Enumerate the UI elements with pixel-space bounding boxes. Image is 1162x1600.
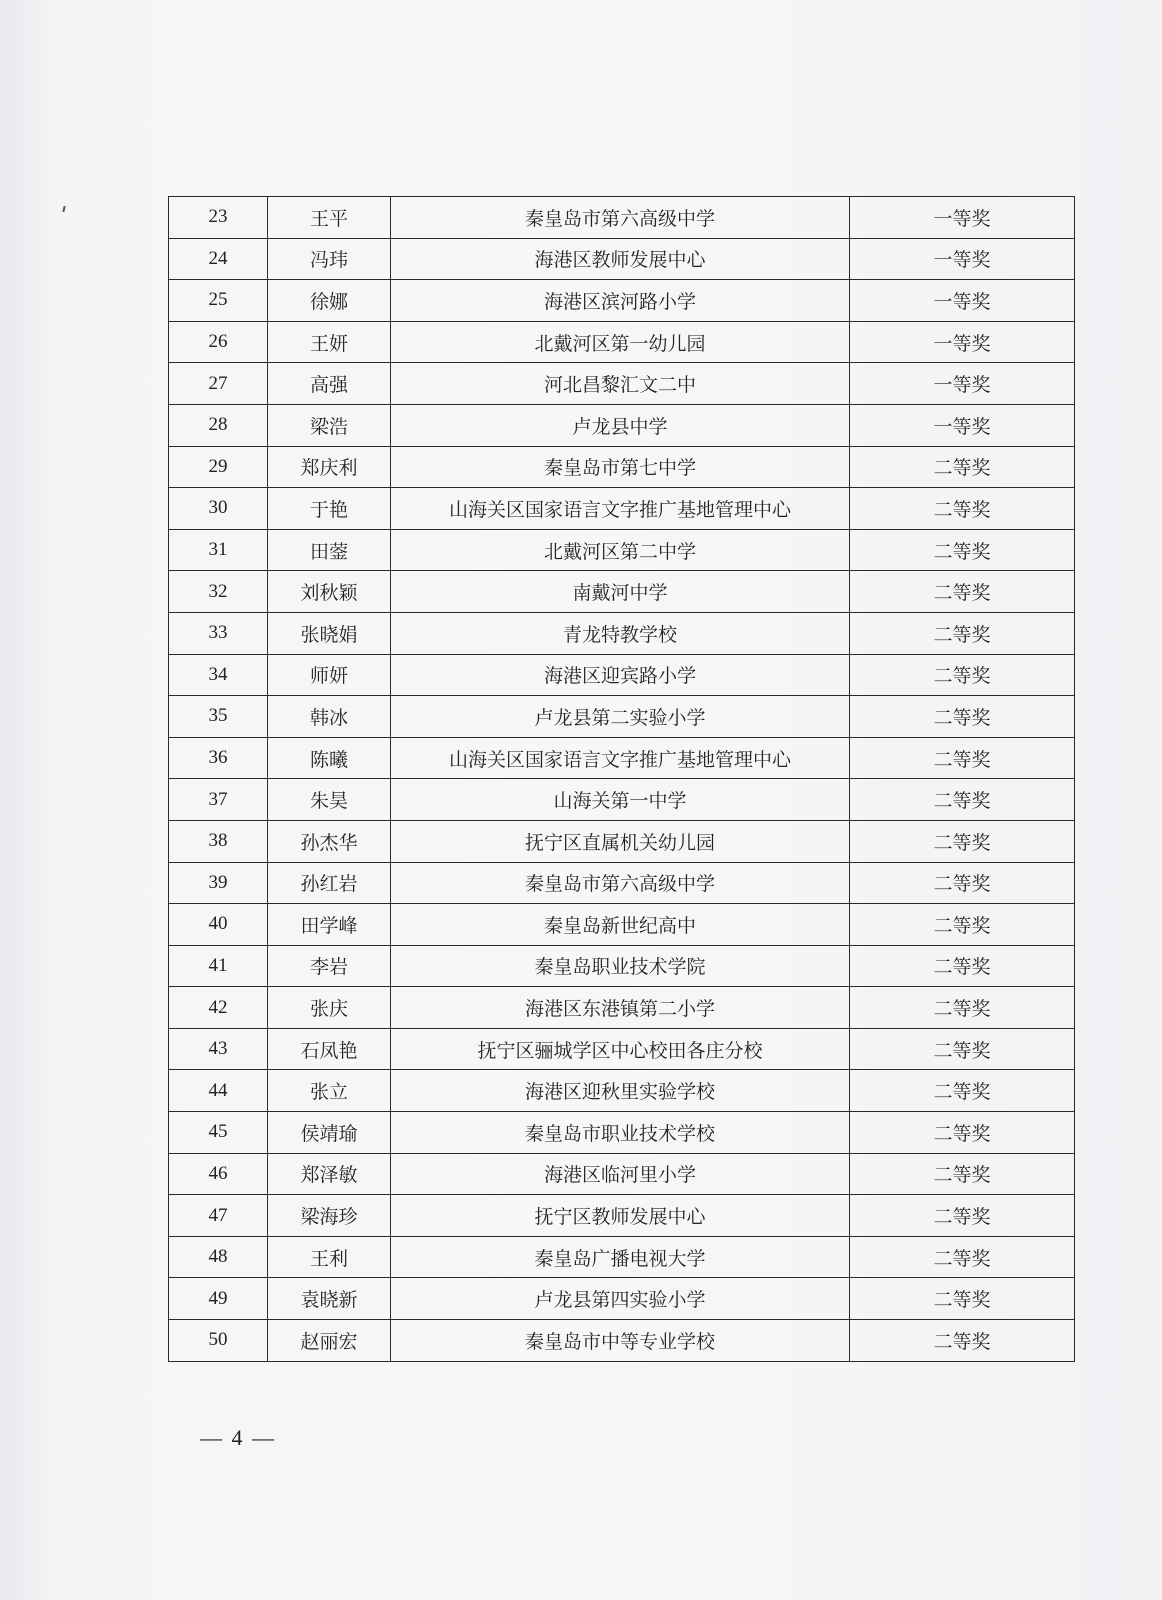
name-cell: 李岩 xyxy=(268,945,391,987)
page-number: — 4 — xyxy=(200,1425,276,1450)
row-number-cell: 46 xyxy=(169,1153,268,1195)
table-row xyxy=(169,529,1075,571)
award-table-container xyxy=(168,196,1070,1362)
award-cell: 二等奖 xyxy=(850,654,1075,696)
unit-cell: 海港区教师发展中心 xyxy=(391,238,850,280)
unit-cell: 河北昌黎汇文二中 xyxy=(391,363,850,405)
award-cell: 二等奖 xyxy=(850,987,1075,1029)
unit-cell: 秦皇岛职业技术学院 xyxy=(391,945,850,987)
name-cell: 王平 xyxy=(268,197,391,239)
name-cell: 张庆 xyxy=(268,987,391,1029)
table-row xyxy=(169,363,1075,405)
unit-cell: 海港区临河里小学 xyxy=(391,1153,850,1195)
row-number-cell: 35 xyxy=(169,696,268,738)
unit-cell: 秦皇岛市第六高级中学 xyxy=(391,197,850,239)
row-number-cell: 27 xyxy=(169,363,268,405)
award-table-body xyxy=(169,197,1075,1362)
row-number-cell: 29 xyxy=(169,446,268,488)
row-number-cell: 43 xyxy=(169,1028,268,1070)
table-row xyxy=(169,654,1075,696)
table-row xyxy=(169,404,1075,446)
award-cell: 二等奖 xyxy=(850,1278,1075,1320)
table-row xyxy=(169,862,1075,904)
row-number-cell: 26 xyxy=(169,321,268,363)
table-row xyxy=(169,1112,1075,1154)
table-row xyxy=(169,779,1075,821)
row-number-cell: 28 xyxy=(169,404,268,446)
award-cell: 二等奖 xyxy=(850,1070,1075,1112)
name-cell: 朱昊 xyxy=(268,779,391,821)
name-cell: 韩冰 xyxy=(268,696,391,738)
table-row xyxy=(169,737,1075,779)
table-row xyxy=(169,321,1075,363)
row-number-cell: 23 xyxy=(169,197,268,239)
unit-cell: 秦皇岛市第七中学 xyxy=(391,446,850,488)
unit-cell: 山海关区国家语言文字推广基地管理中心 xyxy=(391,737,850,779)
name-cell: 张晓娟 xyxy=(268,612,391,654)
award-cell: 二等奖 xyxy=(850,779,1075,821)
name-cell: 侯靖瑜 xyxy=(268,1112,391,1154)
award-cell: 二等奖 xyxy=(850,1112,1075,1154)
table-row xyxy=(169,1278,1075,1320)
unit-cell: 抚宁区直属机关幼儿园 xyxy=(391,820,850,862)
row-number-cell: 50 xyxy=(169,1320,268,1362)
award-cell: 一等奖 xyxy=(850,238,1075,280)
name-cell: 师妍 xyxy=(268,654,391,696)
table-row xyxy=(169,1153,1075,1195)
award-cell: 二等奖 xyxy=(850,1195,1075,1237)
table-row xyxy=(169,446,1075,488)
unit-cell: 秦皇岛市中等专业学校 xyxy=(391,1320,850,1362)
table-row xyxy=(169,1028,1075,1070)
table-row xyxy=(169,696,1075,738)
table-row xyxy=(169,1195,1075,1237)
scan-speck xyxy=(62,206,65,212)
award-cell: 二等奖 xyxy=(850,529,1075,571)
name-cell: 高强 xyxy=(268,363,391,405)
unit-cell: 山海关区国家语言文字推广基地管理中心 xyxy=(391,488,850,530)
row-number-cell: 32 xyxy=(169,571,268,613)
table-row xyxy=(169,1236,1075,1278)
award-table xyxy=(168,196,1075,1362)
table-row xyxy=(169,904,1075,946)
award-cell: 一等奖 xyxy=(850,280,1075,322)
unit-cell: 海港区迎秋里实验学校 xyxy=(391,1070,850,1112)
name-cell: 田蓥 xyxy=(268,529,391,571)
name-cell: 梁浩 xyxy=(268,404,391,446)
table-row xyxy=(169,987,1075,1029)
award-cell: 二等奖 xyxy=(850,820,1075,862)
unit-cell: 秦皇岛市职业技术学校 xyxy=(391,1112,850,1154)
name-cell: 冯玮 xyxy=(268,238,391,280)
row-number-cell: 45 xyxy=(169,1112,268,1154)
award-cell: 二等奖 xyxy=(850,945,1075,987)
name-cell: 孙红岩 xyxy=(268,862,391,904)
award-cell: 二等奖 xyxy=(850,1320,1075,1362)
unit-cell: 山海关第一中学 xyxy=(391,779,850,821)
row-number-cell: 47 xyxy=(169,1195,268,1237)
row-number-cell: 30 xyxy=(169,488,268,530)
table-row xyxy=(169,612,1075,654)
row-number-cell: 41 xyxy=(169,945,268,987)
unit-cell: 南戴河中学 xyxy=(391,571,850,613)
name-cell: 陈曦 xyxy=(268,737,391,779)
row-number-cell: 37 xyxy=(169,779,268,821)
award-cell: 二等奖 xyxy=(850,488,1075,530)
unit-cell: 海港区滨河路小学 xyxy=(391,280,850,322)
unit-cell: 抚宁区教师发展中心 xyxy=(391,1195,850,1237)
table-row xyxy=(169,820,1075,862)
unit-cell: 青龙特教学校 xyxy=(391,612,850,654)
unit-cell: 秦皇岛市第六高级中学 xyxy=(391,862,850,904)
name-cell: 徐娜 xyxy=(268,280,391,322)
table-row xyxy=(169,280,1075,322)
award-cell: 二等奖 xyxy=(850,862,1075,904)
row-number-cell: 49 xyxy=(169,1278,268,1320)
table-row xyxy=(169,488,1075,530)
row-number-cell: 34 xyxy=(169,654,268,696)
table-row xyxy=(169,238,1075,280)
award-cell: 二等奖 xyxy=(850,737,1075,779)
unit-cell: 卢龙县第二实验小学 xyxy=(391,696,850,738)
name-cell: 郑庆利 xyxy=(268,446,391,488)
award-cell: 二等奖 xyxy=(850,571,1075,613)
name-cell: 张立 xyxy=(268,1070,391,1112)
table-row xyxy=(169,1070,1075,1112)
table-row xyxy=(169,197,1075,239)
name-cell: 郑泽敏 xyxy=(268,1153,391,1195)
award-cell: 一等奖 xyxy=(850,197,1075,239)
row-number-cell: 38 xyxy=(169,820,268,862)
name-cell: 于艳 xyxy=(268,488,391,530)
unit-cell: 秦皇岛新世纪高中 xyxy=(391,904,850,946)
award-cell: 二等奖 xyxy=(850,446,1075,488)
name-cell: 孙杰华 xyxy=(268,820,391,862)
table-row xyxy=(169,945,1075,987)
row-number-cell: 39 xyxy=(169,862,268,904)
name-cell: 赵丽宏 xyxy=(268,1320,391,1362)
row-number-cell: 33 xyxy=(169,612,268,654)
row-number-cell: 48 xyxy=(169,1236,268,1278)
unit-cell: 卢龙县中学 xyxy=(391,404,850,446)
name-cell: 袁晓新 xyxy=(268,1278,391,1320)
row-number-cell: 42 xyxy=(169,987,268,1029)
name-cell: 王利 xyxy=(268,1236,391,1278)
name-cell: 梁海珍 xyxy=(268,1195,391,1237)
award-cell: 二等奖 xyxy=(850,696,1075,738)
table-row xyxy=(169,1320,1075,1362)
unit-cell: 抚宁区骊城学区中心校田各庄分校 xyxy=(391,1028,850,1070)
row-number-cell: 44 xyxy=(169,1070,268,1112)
table-row xyxy=(169,571,1075,613)
unit-cell: 北戴河区第一幼儿园 xyxy=(391,321,850,363)
row-number-cell: 36 xyxy=(169,737,268,779)
unit-cell: 北戴河区第二中学 xyxy=(391,529,850,571)
row-number-cell: 24 xyxy=(169,238,268,280)
award-cell: 一等奖 xyxy=(850,363,1075,405)
unit-cell: 卢龙县第四实验小学 xyxy=(391,1278,850,1320)
award-cell: 二等奖 xyxy=(850,1236,1075,1278)
name-cell: 石凤艳 xyxy=(268,1028,391,1070)
name-cell: 刘秋颖 xyxy=(268,571,391,613)
award-cell: 二等奖 xyxy=(850,1028,1075,1070)
award-cell: 二等奖 xyxy=(850,1153,1075,1195)
unit-cell: 秦皇岛广播电视大学 xyxy=(391,1236,850,1278)
row-number-cell: 25 xyxy=(169,280,268,322)
award-cell: 二等奖 xyxy=(850,904,1075,946)
unit-cell: 海港区东港镇第二小学 xyxy=(391,987,850,1029)
award-cell: 一等奖 xyxy=(850,404,1075,446)
row-number-cell: 31 xyxy=(169,529,268,571)
name-cell: 王妍 xyxy=(268,321,391,363)
row-number-cell: 40 xyxy=(169,904,268,946)
award-cell: 二等奖 xyxy=(850,612,1075,654)
unit-cell: 海港区迎宾路小学 xyxy=(391,654,850,696)
award-cell: 一等奖 xyxy=(850,321,1075,363)
name-cell: 田学峰 xyxy=(268,904,391,946)
